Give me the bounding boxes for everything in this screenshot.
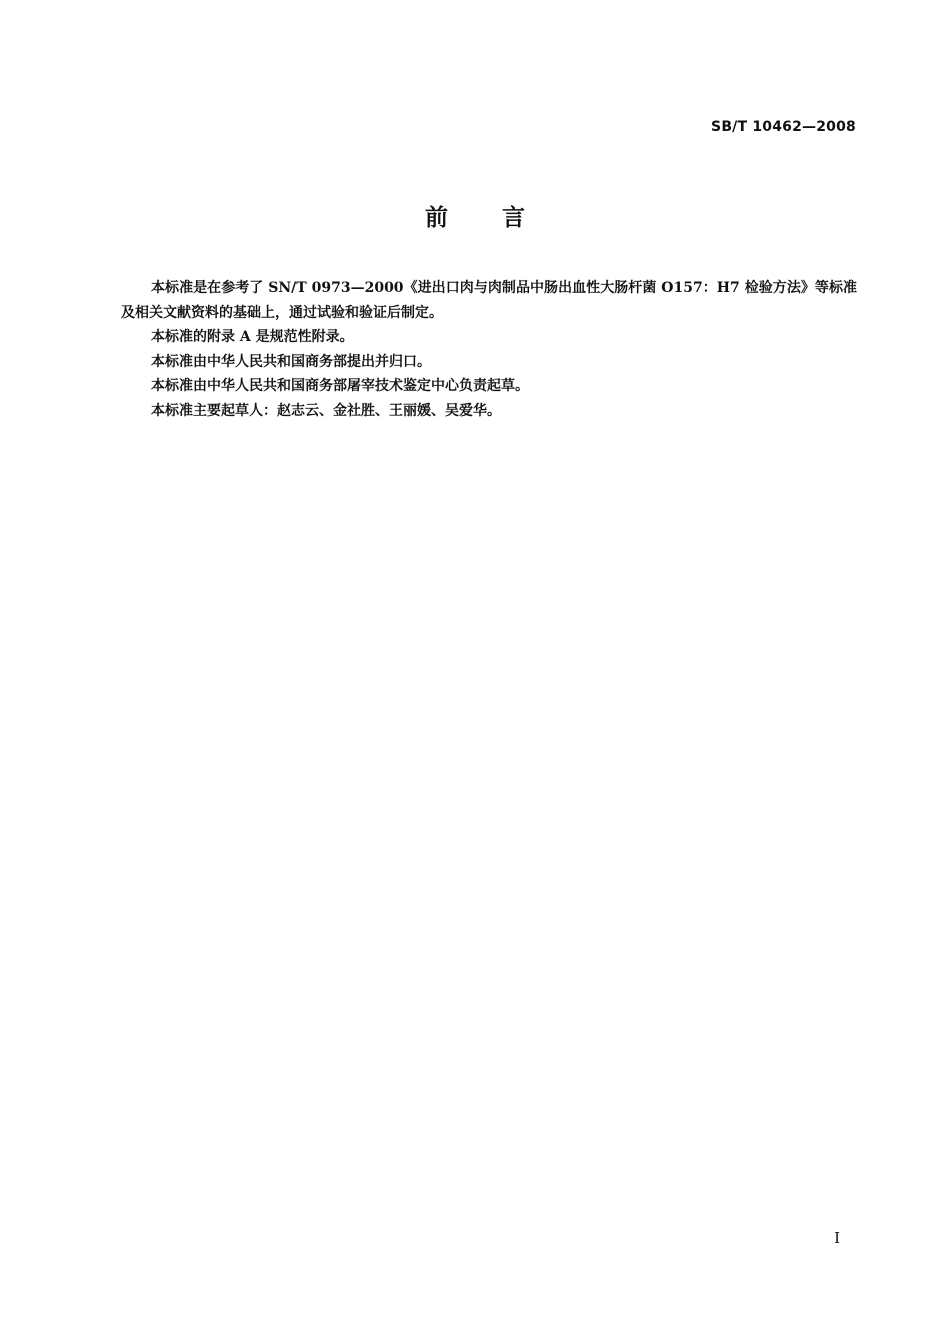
paragraph-reference: 本标准是在参考了 SN/T 0973—2000《进出口肉与肉制品中肠出血性大肠杆菌 O157：H7 检验方法》等标准及相关文献资料的基础上，通过试验和验证后制定。	[121, 280, 857, 321]
paragraph-appendix: 本标准的附录 A 是规范性附录。	[151, 329, 354, 345]
foreword-body	[121, 276, 857, 423]
paragraph-drafting-unit: 本标准由中华人民共和国商务部屠宰技术鉴定中心负责起草。	[151, 378, 529, 394]
paragraph-drafters: 本标准主要起草人：赵志云、金社胜、王丽媛、吴爱华。	[151, 402, 501, 419]
page-title: 前言	[425, 205, 579, 231]
standard-number: SB/T 10462—2008	[711, 119, 856, 135]
page-number: I	[834, 1229, 840, 1247]
paragraph-proposer: 本标准由中华人民共和国商务部提出并归口。	[151, 353, 431, 370]
